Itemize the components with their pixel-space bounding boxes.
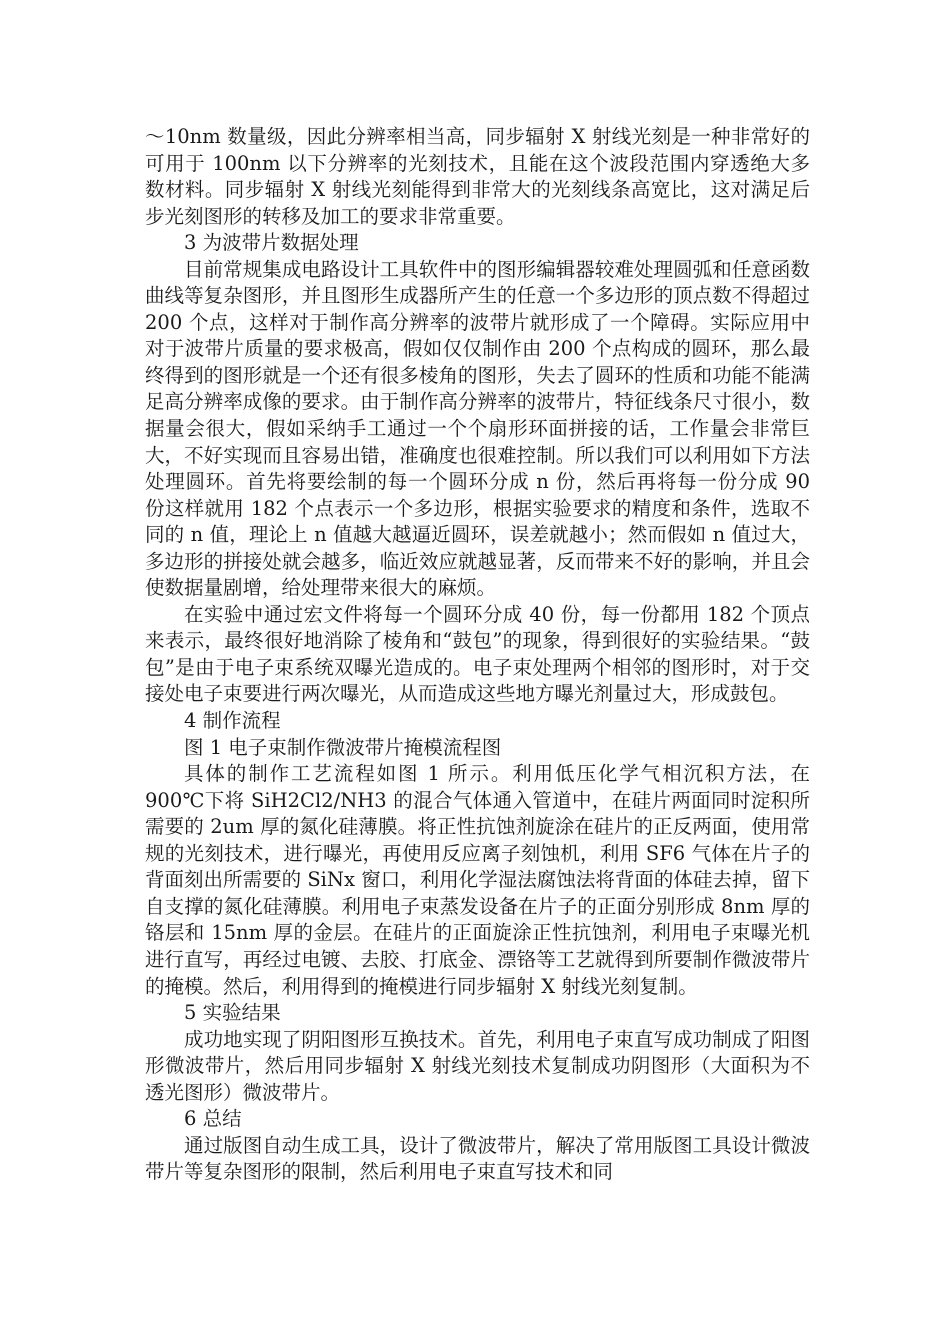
document-body bbox=[145, 124, 810, 1186]
section-heading-4: 4 制作流程 bbox=[184, 709, 281, 733]
section-heading-5: 5 实验结果 bbox=[184, 1001, 281, 1025]
paragraph-zone-plate-data-processing: 目前常规集成电路设计工具软件中的图形编辑器较难处理圆弧和任意函数曲线等复杂图形，并且图形生成器所产生的任意一个多边形的顶点数不得超过 200 个点，这样对于制作高分辨率的波带片就形成了一个障碍。实际应用中对于波带片质量的要求极高，假如仅仅制作由 200 个点构成的圆环，那么最终得到的图形就是一个还有很多棱角的图形，失去了圆环的性质和功能不能满足高分辨率成像的要求。由于制作高分辨率的波带片，特征线条尺寸很小，数据量会很大，假如采纳手工通过一个个扇形环面拼接的话，工作量会非常巨大，不好实现而且容易出错，准确度也很难控制。所以我们可以利用如下方法处理圆环。首先将要绘制的每一个圆环分成 n 份，然后再将每一份分成 90 份这样就用 182 个点表示一个多边形，根据实验要求的精度和条件，选取不同的 n 值，理论上 n 值越大越逼近圆环，误差就越小；然而假如 n 值过大，多边形的拼接处就会越多，临近效应就越显著，反而带来不好的影响，并且会使数据量剧增，给处理带来很大的麻烦。 bbox=[145, 257, 810, 600]
paragraph-summary: 通过版图自动生成工具，设计了微波带片，解决了常用版图工具设计微波带片等复杂图形的限制，然后利用电子束直写技术和同 bbox=[145, 1133, 810, 1184]
paragraph-macro-file-experiment: 在实验中通过宏文件将每一个圆环分成 40 份，每一份都用 182 个顶点来表示，最终很好地消除了棱角和“鼓包”的现象，得到很好的实验结果。“鼓包”是由于电子束系统双曝光造成的。电子束处理两个相邻的图形时，对于交接处电子束要进行两次曝光，从而造成这些地方曝光剂量过大，形成鼓包。 bbox=[145, 602, 810, 706]
paragraph-fabrication-process: 具体的制作工艺流程如图 1 所示。利用低压化学气相沉积方法，在 900℃下将 SiH2Cl2/NH3 的混合气体通入管道中，在硅片两面同时淀积所需要的 2um 厚的氮化硅薄膜。将正性抗蚀剂旋涂在硅片的正反两面，使用常规的光刻技术，进行曝光，再使用反应离子刻蚀机，利用 SF6 气体在片子的背面刻出所需要的 SiNx 窗口，利用化学湿法腐蚀法将背面的体硅去掉，留下自支撑的氮化硅薄膜。利用电子束蒸发设备在片子的正面分别形成 8nm 厚的铬层和 15nm 厚的金层。在硅片的正面旋涂正性抗蚀剂，利用电子束曝光机进行直写，再经过电镀、去胶、打底金、漂铬等工艺就得到所要制作微波带片的掩模。然后，利用得到的掩模进行同步辐射 X 射线光刻复制。 bbox=[145, 762, 810, 998]
section-heading-3: 3 为波带片数据处理 bbox=[184, 231, 359, 255]
paragraph-experiment-results: 成功地实现了阴阳图形互换技术。首先，利用电子束直写成功制成了阳图形微波带片，然后用同步辐射 X 射线光刻技术复制成功阴图形（大面积为不透光图形）微波带片。 bbox=[145, 1027, 810, 1104]
paragraph-intro-continuation: ～10nm 数量级，因此分辨率相当高，同步辐射 X 射线光刻是一种非常好的可用于 100nm 以下分辨率的光刻技术，且能在这个波段范围内穿透绝大多数材料。同步辐射 X 射线光刻能得到非常大的光刻线条高宽比，这对满足后步光刻图形的转移及加工的要求非常重要。 bbox=[145, 125, 810, 228]
figure-caption: 图 1 电子束制作微波带片掩模流程图 bbox=[184, 735, 502, 759]
section-heading-6: 6 总结 bbox=[184, 1107, 242, 1131]
